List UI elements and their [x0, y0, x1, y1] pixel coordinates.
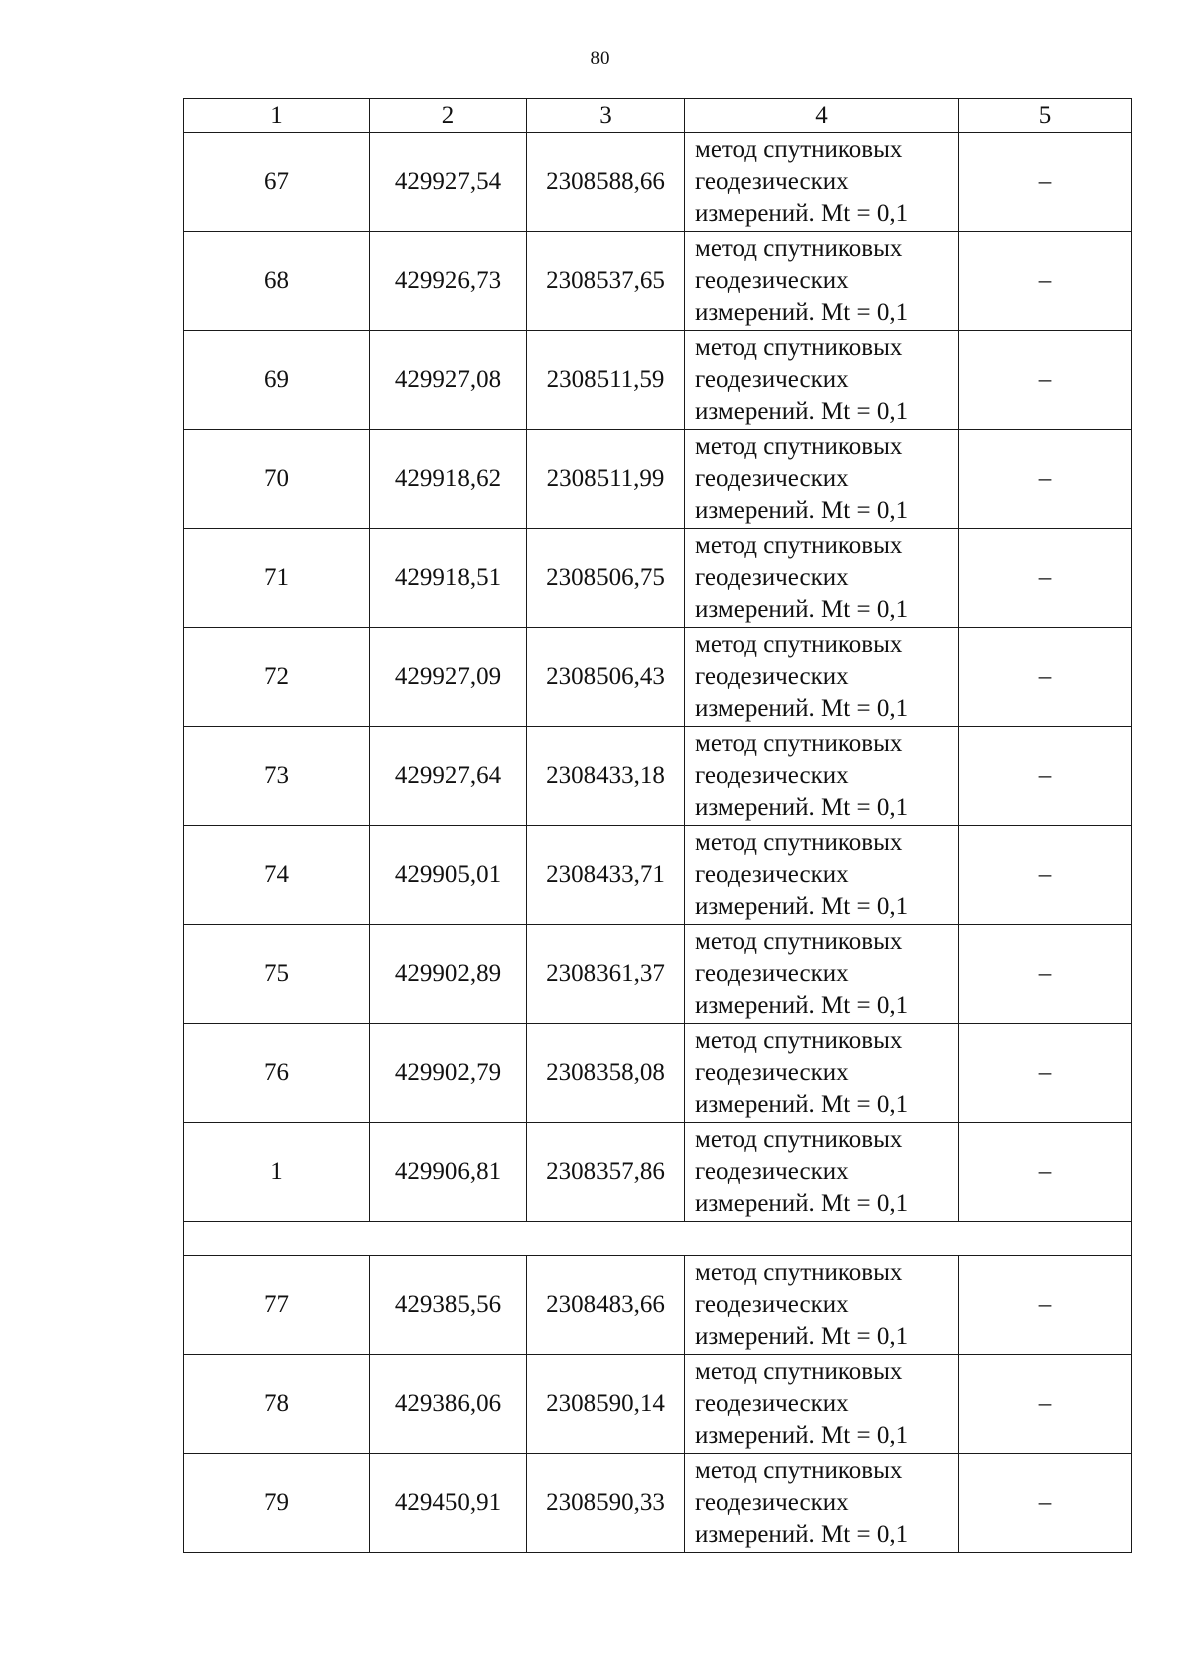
method-cell [685, 727, 959, 826]
method-line: метод спутниковых [695, 928, 903, 955]
y-coordinate-cell: 2308433,18 [527, 727, 685, 826]
note-cell: – [959, 628, 1132, 727]
method-cell [685, 826, 959, 925]
table-header-row [184, 99, 1132, 133]
table-row [184, 529, 1132, 628]
note-cell: – [959, 1454, 1132, 1553]
method-cell [685, 1355, 959, 1454]
y-coordinate-cell: 2308590,33 [527, 1454, 685, 1553]
point-number-cell: 71 [184, 529, 370, 628]
table-row [184, 1454, 1132, 1553]
x-coordinate-cell: 429902,79 [370, 1024, 527, 1123]
y-coordinate-cell: 2308361,37 [527, 925, 685, 1024]
note-cell: – [959, 727, 1132, 826]
coordinates-table [183, 98, 1132, 1553]
method-line: измерений. Mt = 0,1 [695, 497, 909, 524]
method-line: геодезических [695, 663, 849, 690]
note-cell: – [959, 331, 1132, 430]
method-cell [685, 1024, 959, 1123]
x-coordinate-cell: 429927,64 [370, 727, 527, 826]
x-coordinate-cell: 429927,09 [370, 628, 527, 727]
table-row [184, 430, 1132, 529]
y-coordinate-cell: 2308506,43 [527, 628, 685, 727]
method-line: измерений. Mt = 0,1 [695, 200, 909, 227]
table-row [184, 1123, 1132, 1222]
table-row [184, 232, 1132, 331]
header-cell-5: 5 [959, 99, 1132, 133]
note-cell: – [959, 1123, 1132, 1222]
y-coordinate-cell: 2308483,66 [527, 1256, 685, 1355]
method-line: метод спутниковых [695, 532, 903, 559]
method-line: метод спутниковых [695, 829, 903, 856]
x-coordinate-cell: 429918,62 [370, 430, 527, 529]
y-coordinate-cell: 2308511,59 [527, 331, 685, 430]
x-coordinate-cell: 429385,56 [370, 1256, 527, 1355]
method-line: метод спутниковых [695, 1259, 903, 1286]
method-line: измерений. Mt = 0,1 [695, 1323, 909, 1350]
point-number-cell: 79 [184, 1454, 370, 1553]
x-coordinate-cell: 429902,89 [370, 925, 527, 1024]
note-cell: – [959, 1355, 1132, 1454]
method-cell [685, 529, 959, 628]
x-coordinate-cell: 429905,01 [370, 826, 527, 925]
note-cell: – [959, 1024, 1132, 1123]
table-row [184, 925, 1132, 1024]
x-coordinate-cell: 429906,81 [370, 1123, 527, 1222]
point-number-cell: 76 [184, 1024, 370, 1123]
x-coordinate-cell: 429450,91 [370, 1454, 527, 1553]
method-line: измерений. Mt = 0,1 [695, 1521, 909, 1548]
method-cell [685, 232, 959, 331]
y-coordinate-cell: 2308511,99 [527, 430, 685, 529]
method-line: метод спутниковых [695, 1027, 903, 1054]
method-line: геодезических [695, 1390, 849, 1417]
point-number-cell: 75 [184, 925, 370, 1024]
method-cell [685, 1454, 959, 1553]
point-number-cell: 74 [184, 826, 370, 925]
method-line: метод спутниковых [695, 334, 903, 361]
method-cell [685, 331, 959, 430]
method-line: метод спутниковых [695, 730, 903, 757]
point-number-cell: 73 [184, 727, 370, 826]
note-cell: – [959, 133, 1132, 232]
x-coordinate-cell: 429927,54 [370, 133, 527, 232]
method-line: геодезических [695, 465, 849, 492]
x-coordinate-cell: 429927,08 [370, 331, 527, 430]
method-cell [685, 1256, 959, 1355]
table-row [184, 1355, 1132, 1454]
method-line: геодезических [695, 960, 849, 987]
note-cell: – [959, 430, 1132, 529]
table-row [184, 331, 1132, 430]
method-line: метод спутниковых [695, 235, 903, 262]
page-number: 80 [590, 48, 610, 69]
note-cell: – [959, 529, 1132, 628]
method-line: измерений. Mt = 0,1 [695, 893, 909, 920]
point-number-cell: 72 [184, 628, 370, 727]
method-cell [685, 1123, 959, 1222]
point-number-cell: 70 [184, 430, 370, 529]
point-number-cell: 69 [184, 331, 370, 430]
y-coordinate-cell: 2308506,75 [527, 529, 685, 628]
method-cell [685, 430, 959, 529]
y-coordinate-cell: 2308590,14 [527, 1355, 685, 1454]
x-coordinate-cell: 429918,51 [370, 529, 527, 628]
point-number-cell: 67 [184, 133, 370, 232]
method-line: измерений. Mt = 0,1 [695, 1091, 909, 1118]
group-separator-cell [184, 1222, 1132, 1256]
method-line: геодезических [695, 1291, 849, 1318]
y-coordinate-cell: 2308588,66 [527, 133, 685, 232]
y-coordinate-cell: 2308537,65 [527, 232, 685, 331]
table-row [184, 727, 1132, 826]
header-cell-2: 2 [370, 99, 527, 133]
method-line: геодезических [695, 1489, 849, 1516]
point-number-cell: 68 [184, 232, 370, 331]
method-line: геодезических [695, 267, 849, 294]
point-number-cell: 77 [184, 1256, 370, 1355]
table-row [184, 628, 1132, 727]
header-cell-1: 1 [184, 99, 370, 133]
method-line: измерений. Mt = 0,1 [695, 398, 909, 425]
method-line: измерений. Mt = 0,1 [695, 1190, 909, 1217]
method-line: измерений. Mt = 0,1 [695, 1422, 909, 1449]
table-row [184, 1024, 1132, 1123]
method-line: геодезических [695, 366, 849, 393]
table-body [184, 133, 1132, 1553]
y-coordinate-cell: 2308433,71 [527, 826, 685, 925]
group-separator-row [184, 1222, 1132, 1256]
header-cell-3: 3 [527, 99, 685, 133]
method-line: метод спутниковых [695, 631, 903, 658]
method-line: геодезических [695, 564, 849, 591]
method-line: измерений. Mt = 0,1 [695, 299, 909, 326]
method-cell [685, 925, 959, 1024]
method-line: геодезических [695, 1158, 849, 1185]
method-line: измерений. Mt = 0,1 [695, 695, 909, 722]
note-cell: – [959, 232, 1132, 331]
header-cell-4: 4 [685, 99, 959, 133]
method-line: геодезических [695, 168, 849, 195]
method-line: геодезических [695, 1059, 849, 1086]
method-line: геодезических [695, 861, 849, 888]
point-number-cell: 1 [184, 1123, 370, 1222]
method-line: измерений. Mt = 0,1 [695, 992, 909, 1019]
table-row [184, 826, 1132, 925]
point-number-cell: 78 [184, 1355, 370, 1454]
note-cell: – [959, 826, 1132, 925]
note-cell: – [959, 925, 1132, 1024]
table-row [184, 1256, 1132, 1355]
method-line: метод спутниковых [695, 1126, 903, 1153]
method-line: геодезических [695, 762, 849, 789]
method-cell [685, 628, 959, 727]
method-line: метод спутниковых [695, 136, 903, 163]
y-coordinate-cell: 2308357,86 [527, 1123, 685, 1222]
method-line: измерений. Mt = 0,1 [695, 596, 909, 623]
method-line: измерений. Mt = 0,1 [695, 794, 909, 821]
y-coordinate-cell: 2308358,08 [527, 1024, 685, 1123]
method-line: метод спутниковых [695, 1358, 903, 1385]
table-row [184, 133, 1132, 232]
method-line: метод спутниковых [695, 433, 903, 460]
x-coordinate-cell: 429386,06 [370, 1355, 527, 1454]
method-cell [685, 133, 959, 232]
method-line: метод спутниковых [695, 1457, 903, 1484]
x-coordinate-cell: 429926,73 [370, 232, 527, 331]
note-cell: – [959, 1256, 1132, 1355]
